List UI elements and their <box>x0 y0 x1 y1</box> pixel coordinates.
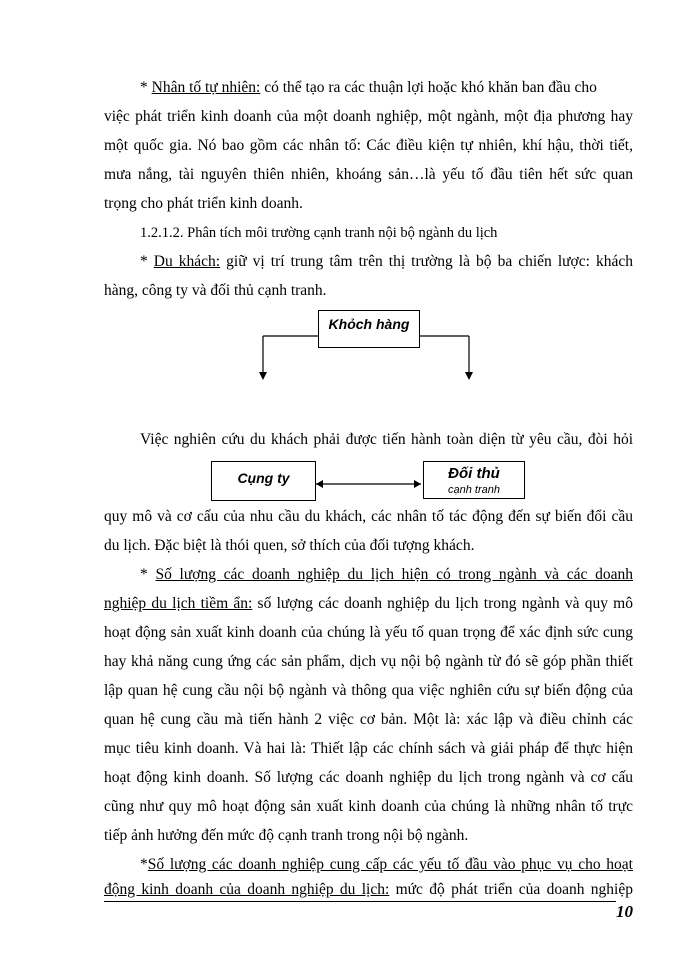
para1-line1: * Nhân tố tự nhiên: có thể tạo ra các thuận lợi hoặc khó khăn ban đầu cho <box>140 79 597 96</box>
para2-line2: hàng, công ty và đối thủ cạnh tranh. <box>104 282 327 299</box>
para3-line3: du lịch. Đặc biệt là thói quen, sở thích của đối tượng khách. <box>104 537 475 554</box>
para5-line1: *Số lượng các doanh nghiệp cung cấp các yếu tố đầu vào phục vụ cho hoạt <box>140 856 633 873</box>
para2-line1: * Du khách: giữ vị trí trung tâm trên thị trường là bộ ba chiến lược: khách <box>140 253 633 270</box>
para4-line9: cũng như quy mô hoạt động sản xuất kinh doanh của chúng là những nhân tố trực <box>104 798 633 815</box>
para1-line5: trọng cho phát triển kinh doanh. <box>104 195 303 212</box>
enterprises-heading-2: nghiệp du lịch tiềm ẩn: <box>104 595 253 612</box>
suppliers-heading-2: động kinh doanh của doanh nghiệp du lịch: <box>104 881 390 898</box>
section-title: 1.2.1.2. Phân tích môi trường cạnh tranh nội bộ ngành du lịch <box>140 225 498 241</box>
customer-box: Khỏch hàng <box>318 310 420 348</box>
para3-line1: Việc nghiên cứu du khách phải được tiến hành toàn diện từ yêu cầu, đòi hỏi <box>140 431 633 448</box>
para4-line8: hoạt động kinh doanh. Số lượng các doanh nghiệp du lịch trong ngành và cơ cấu <box>104 769 633 786</box>
para3-line2: quy mô và cơ cấu của nhu cầu du khách, các nhân tố tác động đến sự biến đổi cầu <box>104 508 633 525</box>
competitor-box-line2: cạnh tranh <box>448 484 500 496</box>
footer-rule <box>104 901 616 902</box>
para5-line2: động kinh doanh của doanh nghiệp du lịch: mức độ phát triển của doanh nghiệp <box>104 881 633 898</box>
para4-line6: quan hệ cung cầu mà tiến hành 2 việc cơ bản. Một là: xác lập và điều chỉnh các <box>104 711 633 728</box>
para4-line5: lập quan hệ cung cầu nội bộ ngành và thông qua việc nghiên cứu sự biến động của <box>104 682 633 699</box>
para4-line4: hay khả năng cung ứng các sản phẩm, dịch vụ nội bộ ngành từ đó sẽ góp phần thiết <box>104 653 633 670</box>
para4-line2: nghiệp du lịch tiềm ẩn: số lượng các doanh nghiệp du lịch trong ngành và quy mô <box>104 595 633 612</box>
para1-line2: việc phát triển kinh doanh của một doanh nghiệp, một ngành, một địa phương hay <box>104 108 633 125</box>
para4-line10: tiếp ảnh hưởng đến mức độ cạnh tranh trong nội bộ ngành. <box>104 827 469 844</box>
para4-line3: hoạt động sản xuất kinh doanh của chúng là yếu tố quan trọng để xác định sức cung <box>104 624 633 641</box>
competitor-box-line1: Đối thủ <box>448 465 500 482</box>
competitor-box <box>423 461 525 499</box>
suppliers-heading-1: Số lượng các doanh nghiệp cung cấp các yếu tố đầu vào phục vụ cho hoạt <box>147 856 633 873</box>
enterprises-heading-1: Số lượng các doanh nghiệp du lịch hiện có trong ngành và các doanh <box>155 566 633 583</box>
natural-factors-heading: Nhân tố tự nhiên: <box>151 79 261 96</box>
para1-line3: một quốc gia. Nó bao gồm các nhân tố: Các điều kiện tự nhiên, khí hậu, thời tiết, <box>104 137 633 154</box>
para1-line4: mưa nắng, tài nguyên thiên nhiên, khoáng sản…là yếu tố đầu tiên hết sức quan <box>104 166 633 183</box>
tourists-heading: Du khách: <box>153 253 221 270</box>
company-box: Cụng ty <box>211 461 316 501</box>
page-number: 10 <box>616 902 633 921</box>
para4-line7: mục tiêu kinh doanh. Và hai là: Thiết lập các chính sách và giải pháp để thực hiện <box>104 740 633 757</box>
para4-line1: * Số lượng các doanh nghiệp du lịch hiện có trong ngành và các doanh <box>140 566 633 583</box>
